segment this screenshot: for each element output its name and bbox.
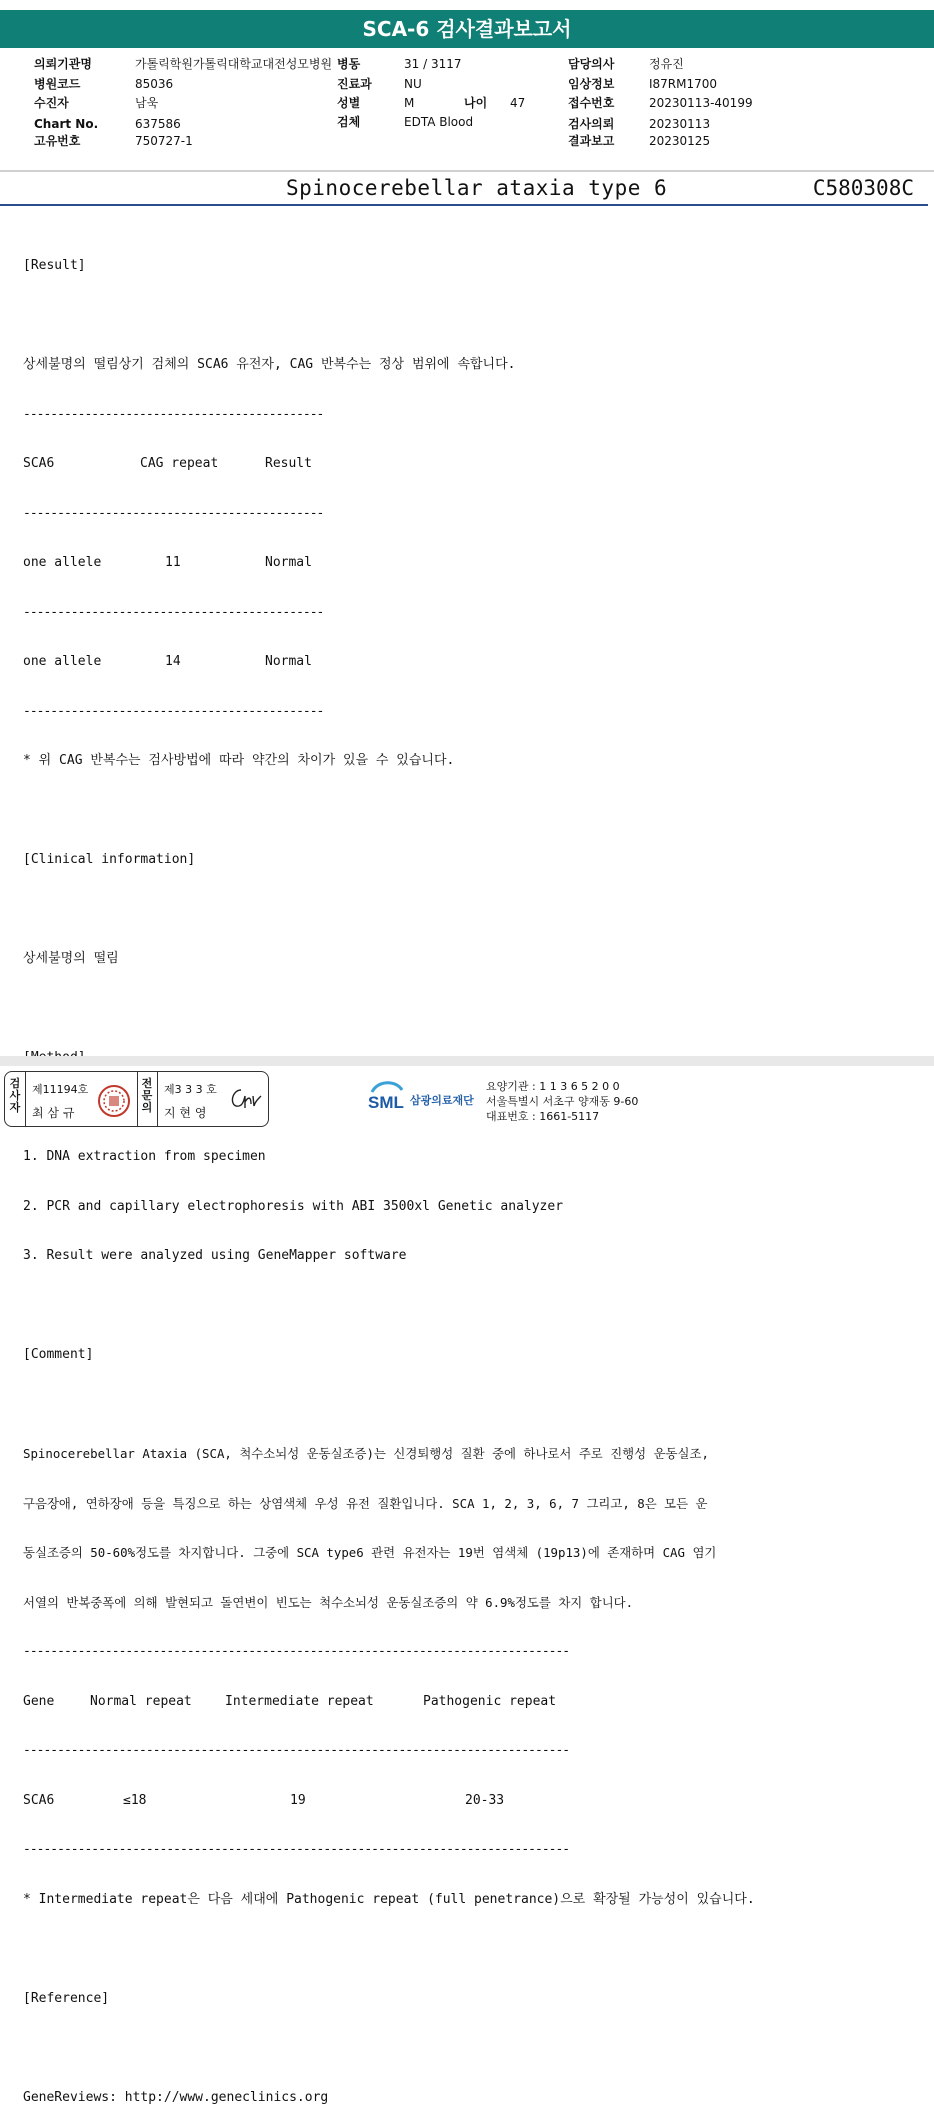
specimen-value: EDTA Blood xyxy=(404,115,474,129)
unique-no-value: 750727-1 xyxy=(135,134,193,148)
repeat-table-header xyxy=(23,1694,918,1711)
table-row xyxy=(23,654,918,671)
test-code: C580308C xyxy=(812,176,914,200)
result-table-header xyxy=(23,456,918,473)
hospital-code-value: 85036 xyxy=(135,77,174,91)
report-title-banner: SCA-6 검사결과보고서 xyxy=(0,10,934,48)
chart-no-value: 637586 xyxy=(135,117,181,131)
sex-value: M xyxy=(404,96,415,110)
test-name: Spinocerebellar ataxia type 6 xyxy=(286,176,668,200)
pathogenic-cell: 20-33 xyxy=(465,1792,505,1808)
allele-cell: one allele xyxy=(23,654,102,669)
result-note: * 위 CAG 반복수는 검사방법에 따라 약간의 차이가 있을 수 있습니다. xyxy=(23,753,455,768)
unique-no-label: 고유번호 xyxy=(34,134,81,148)
hospital-code-label: 병원코드 xyxy=(34,77,81,91)
clinical-text: 상세불명의 떨림 xyxy=(23,951,119,966)
receipt-no-label: 접수번호 xyxy=(568,96,615,110)
comment-line: 서열의 반복중폭에 의해 발현되고 돌연변이 빈도는 척수소뇌성 운동실조증의 약 6.9%정도를 차지 합니다. xyxy=(23,1594,634,1610)
request-date-label: 검사의뢰 xyxy=(568,117,615,131)
result-summary: 상세불명의 떨림상기 검체의 SCA6 유전자, CAG 반복수는 정상 범위에 속합니다. xyxy=(23,357,516,372)
allele-cell: one allele xyxy=(23,555,102,570)
ward-label: 병동 xyxy=(337,57,361,71)
normal-cell: ≤18 xyxy=(123,1792,147,1808)
divider: -------------------------------------------------------------------------------- xyxy=(23,1743,570,1758)
reference-text: GeneReviews: http://www.geneclinics.org xyxy=(23,2089,329,2105)
address: 서울특별시 서초구 양재동 9-60 xyxy=(486,1095,639,1108)
method-item: 1. DNA extraction from specimen xyxy=(23,1149,266,1164)
age-value: 47 xyxy=(510,96,526,110)
report-body xyxy=(23,225,918,2123)
inspector-label: 검 사 자 xyxy=(9,1077,21,1114)
signature-icon xyxy=(225,1082,263,1119)
patient-value: 남욱 xyxy=(135,96,159,110)
cag-cell: 14 xyxy=(165,654,181,669)
svg-text:SML: SML xyxy=(368,1093,404,1112)
result-heading: [Result] xyxy=(23,258,86,273)
result-cell: Normal xyxy=(265,555,312,570)
divider: -------------------------------------------- xyxy=(23,604,324,620)
signature-box xyxy=(4,1071,269,1127)
department-label: 진료과 xyxy=(337,77,372,91)
divider: -------------------------------------------------------------------------------- xyxy=(23,1644,570,1659)
col-result: Result xyxy=(265,456,312,471)
reference-heading: [Reference] xyxy=(23,1990,110,2006)
col-gene: SCA6 xyxy=(23,456,55,471)
table-row xyxy=(23,1793,918,1810)
col-pathogenic: Pathogenic repeat xyxy=(423,1693,557,1709)
divider: -------------------------------------------------------------------------------- xyxy=(23,1842,570,1857)
comment-line: 동실조증의 50-60%정도를 차지합니다. 그중에 SCA type6 관련 유전자는 19번 염색체 (19p13)에 존재하며 CAG 염기 xyxy=(23,1545,717,1560)
col-normal: Normal repeat xyxy=(90,1693,192,1709)
clinical-code-value: I87RM1700 xyxy=(649,77,718,91)
divider: -------------------------------------------- xyxy=(23,505,324,521)
clinical-code-label: 임상정보 xyxy=(568,77,615,91)
phone-number: 대표번호 : 1661-5117 xyxy=(486,1110,600,1123)
method-item: 3. Result were analyzed using GeneMapper software xyxy=(23,1248,407,1263)
age-label: 나이 xyxy=(464,96,488,110)
divider xyxy=(157,1072,158,1126)
patient-label: 수진자 xyxy=(34,96,69,110)
col-cag: CAG repeat xyxy=(140,456,219,471)
sex-label: 성별 xyxy=(337,96,361,110)
doctor-label: 담당의사 xyxy=(568,57,615,71)
department-value: NU xyxy=(404,77,422,91)
specimen-label: 검체 xyxy=(337,115,361,129)
specialist-number: 제3 3 3 호 xyxy=(164,1083,217,1096)
specialist-name: 지 현 영 xyxy=(164,1106,207,1120)
divider xyxy=(25,1072,26,1126)
cag-cell: 11 xyxy=(165,555,181,570)
col-intermediate: Intermediate repeat xyxy=(225,1693,374,1709)
ward-value: 31 / 3117 xyxy=(404,57,462,71)
comment-note: * Intermediate repeat은 다음 세대에 Pathogenic repeat (full penetrance)으로 확장될 가능성이 있습니다. xyxy=(23,1891,755,1907)
report-date-value: 20230125 xyxy=(649,134,711,148)
method-item: 2. PCR and capillary electrophoresis with ABI 3500xl Genetic analyzer xyxy=(23,1198,564,1214)
result-cell: Normal xyxy=(265,654,312,669)
comment-line: 구음장애, 연하장애 등을 특징으로 하는 상염색체 우성 유전 질환입니다. SCA 1, 2, 3, 6, 7 그리고, 8은 모든 운 xyxy=(23,1495,708,1511)
care-institution-number: 요양기관 : 1 1 3 6 5 2 0 0 xyxy=(486,1080,620,1093)
divider xyxy=(137,1072,138,1126)
sml-logo-icon xyxy=(366,1078,408,1122)
chart-no-label: Chart No. xyxy=(34,117,99,131)
clinical-heading: [Clinical information] xyxy=(23,852,196,867)
intermediate-cell: 19 xyxy=(290,1792,306,1808)
doctor-value: 정유진 xyxy=(649,57,684,71)
seal-icon xyxy=(97,1084,131,1121)
receipt-no-value: 20230113-40199 xyxy=(649,96,753,110)
comment-line: Spinocerebellar Ataxia (SCA, 척수소뇌성 운동실조증)는 신경퇴행성 질환 중에 하나로서 주로 진행성 운동실조, xyxy=(23,1446,709,1461)
inspector-number: 제11194호 xyxy=(32,1083,89,1096)
hospital-value: 가톨릭학원가톨릭대학교대전성모병원 xyxy=(135,57,333,71)
request-date-value: 20230113 xyxy=(649,117,711,131)
hospital-label: 의뢰기관명 xyxy=(34,57,92,71)
table-row xyxy=(23,555,918,572)
divider: -------------------------------------------- xyxy=(23,406,324,422)
col-gene: Gene xyxy=(23,1693,55,1709)
footer-band xyxy=(0,1056,934,1066)
org-name: 삼광의료재단 xyxy=(410,1094,474,1107)
test-title-bar xyxy=(0,174,928,206)
inspector-name: 최 삼 규 xyxy=(32,1106,75,1120)
gene-cell: SCA6 xyxy=(23,1792,55,1808)
specialist-label: 전 문 의 xyxy=(141,1077,153,1114)
divider: -------------------------------------------- xyxy=(23,703,324,719)
report-date-label: 결과보고 xyxy=(568,134,615,148)
comment-heading: [Comment] xyxy=(23,1347,94,1362)
header-divider xyxy=(0,170,934,172)
